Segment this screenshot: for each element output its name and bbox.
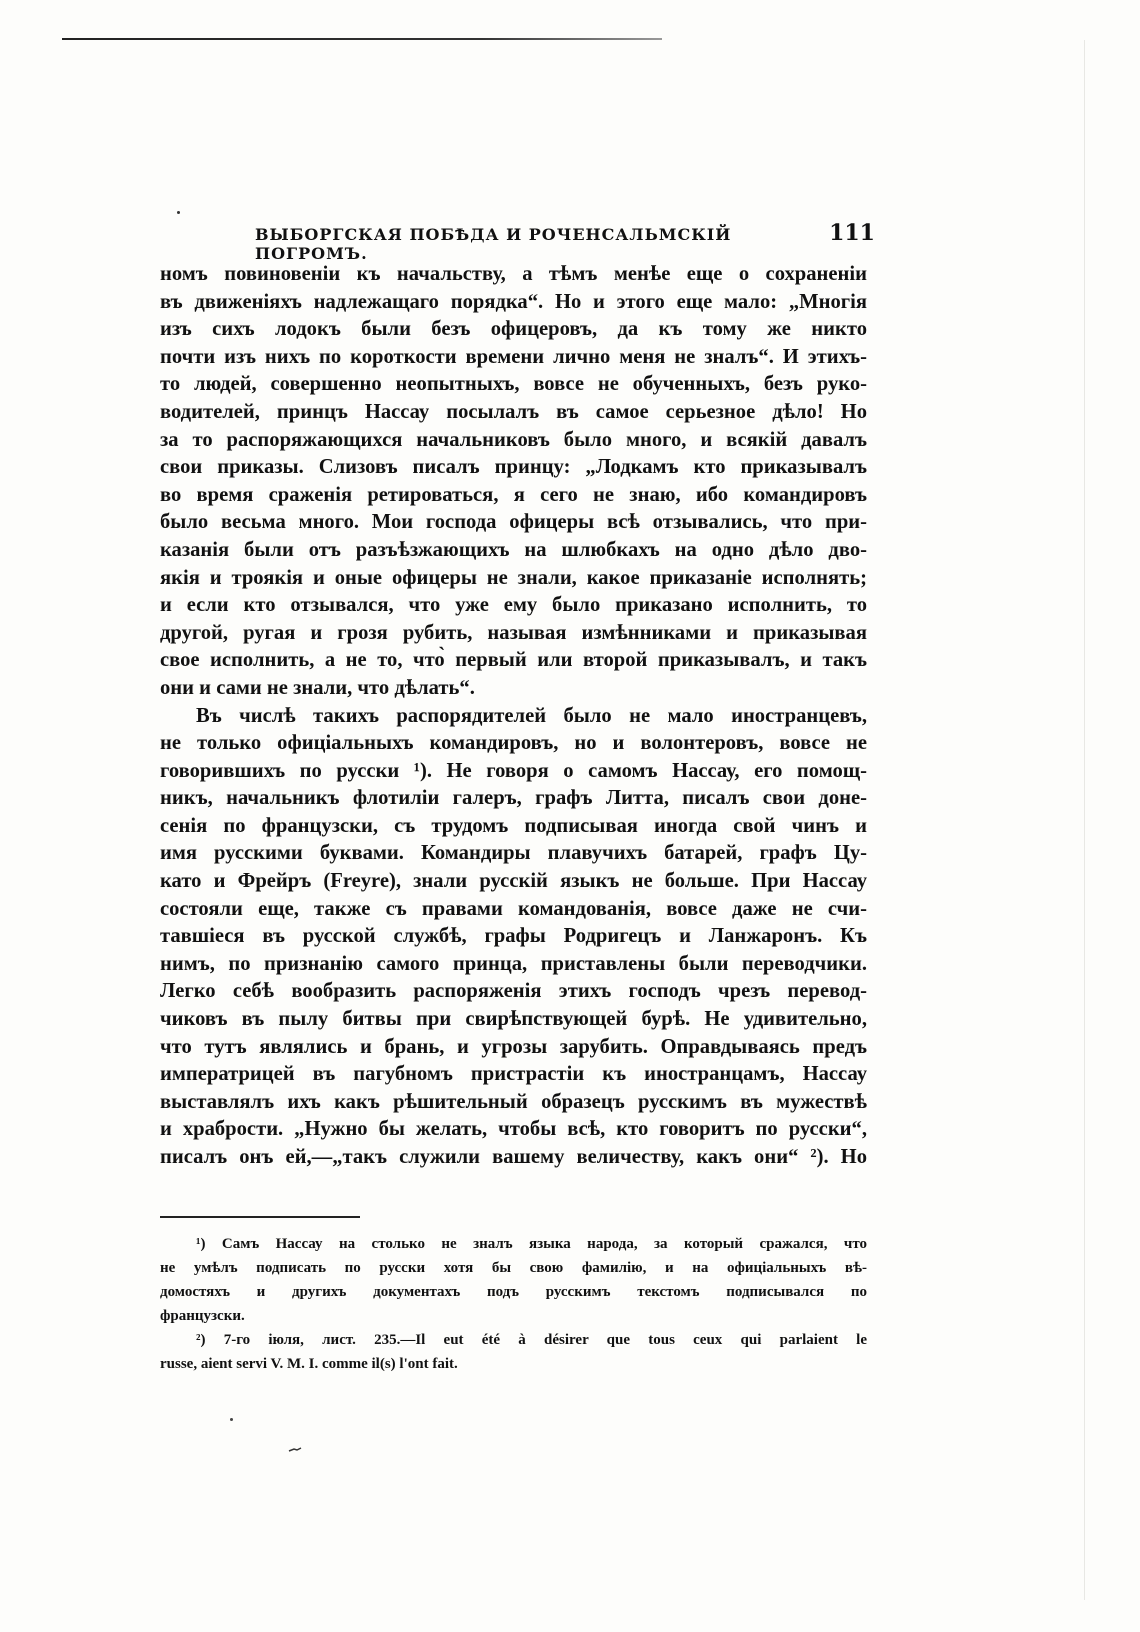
ink-smudge <box>288 1447 302 1452</box>
text-line: свои приказы. Слизовъ писалъ принцу: „Лодкамъ кто приказывалъ <box>160 456 867 479</box>
ink-speck <box>230 1418 233 1421</box>
text-line: другой, ругая и грозя рубить, называя измѣнниками и приказывая <box>160 621 867 644</box>
page-number: 111 <box>829 220 875 246</box>
text-line: императрицей въ пагубномъ пристрастiи къ иностранцамъ, Нассау <box>160 1063 867 1086</box>
text-line: и храбрости. „Нужно бы желать, чтобы всѣ, кто говоритъ по русски“, <box>160 1118 867 1141</box>
text-line: якiя и троякiя и оные офицеры не знали, какое приказанiе исполнять; <box>160 566 867 589</box>
text-line: было весьма много. Мои господа офицеры всѣ отзывались, что при- <box>160 511 867 534</box>
text-line: чиковъ въ пылу битвы при свирѣпствующей бурѣ. Не удивительно, <box>160 1008 867 1031</box>
text-line: имя русскими буквами. Командиры плавучихъ батарей, графъ Цу- <box>160 842 867 865</box>
footnote-line: ²) 7-го iюля, лист. 235.—Il eut été à désirer que tous ceux qui parlaient le <box>196 1332 867 1348</box>
text-line: состояли еще, также съ правами командованiя, вовсе даже не счи- <box>160 897 867 920</box>
page-edge <box>1084 40 1085 1600</box>
text-line: за то распоряжающихся начальниковъ было много, и всякiй давалъ <box>160 428 867 451</box>
text-line: Легко себѣ вообразить распоряженiя этихъ господъ чрезъ перевод- <box>160 980 867 1003</box>
text-line: выставлялъ ихъ какъ рѣшительный образецъ русскимъ въ мужествѣ <box>160 1090 867 1113</box>
text-line: изъ сихъ лодокъ были безъ офицеровъ, да къ тому же никто <box>160 318 867 341</box>
footnotes <box>160 1232 867 1376</box>
text-line: номъ повиновенiи къ начальству, а тѣмъ менѣе еще о сохраненiи <box>160 263 867 285</box>
footnote-line: не умѣлъ подписать по русски хотя бы свою фамилiю, и на офицiальныхъ вѣ- <box>160 1260 867 1276</box>
text-line: Въ числѣ такихъ распорядителей было не мало иностранцевъ, <box>196 704 867 727</box>
footnote-line: домостяхъ и другихъ документахъ подъ русскимъ текстомъ подписывался по <box>160 1284 867 1300</box>
running-title: ВЫБОРГСКАЯ ПОБѢДА И РОЧЕНСАЛЬМСКІЙ ПОГРОМЪ. <box>255 225 732 263</box>
text-line: казанiя были отъ разъѣзжающихъ на шлюбкахъ на одно дѣло дво- <box>160 538 867 561</box>
text-line: что тутъ являлись и брань, и угрозы зарубить. Оправдываясь предъ <box>160 1035 867 1058</box>
text-line: като и Фрейръ (Freyre), знали русскiй языкъ не больше. При Нассау <box>160 870 867 893</box>
text-line: то людей, совершенно неопытныхъ, вовсе не обученныхъ, безъ руко- <box>160 373 867 396</box>
text-line: водителей, принцъ Нассау посылалъ въ самое серьезное дѣло! Но <box>160 400 867 423</box>
text-line: въ движенiяхъ надлежащаго порядка“. Но и этого еще мало: „Многiя <box>160 290 867 313</box>
text-line: никъ, начальникъ флотилiи галеръ, графъ Литта, писалъ свои доне- <box>160 787 867 810</box>
text-line: не только офицiальныхъ командировъ, но и волонтеровъ, вовсе не <box>160 732 867 755</box>
footnote-line: russe, aient servi V. M. I. comme il(s) l'ont fait. <box>160 1356 458 1372</box>
footnote-rule <box>160 1216 360 1218</box>
text-line: сенiя по французски, съ трудомъ подписывая иногда свой чинъ и <box>160 814 867 837</box>
running-header <box>255 220 875 263</box>
text-line: тавшiеся въ русской службѣ, графы Родригецъ и Ланжаронъ. Къ <box>160 925 867 948</box>
text-line: они и сами не знали, что дѣлать“. <box>160 676 475 699</box>
text-line: почти изъ нихъ по короткости времени лично меня не зналъ“. И этихъ- <box>160 345 867 368</box>
text-line: во время сраженiя ретироваться, я сего не знаю, ибо командировъ <box>160 483 867 506</box>
text-line: говорившихъ по русски ¹). Не говоря о самомъ Нассау, его помощ- <box>160 759 867 782</box>
footnote-line: французски. <box>160 1308 245 1324</box>
footnote-line: ¹) Самъ Нассау на столько не зналъ языка народа, за который сражался, что <box>196 1236 867 1252</box>
main-text <box>160 261 867 1172</box>
ink-speck <box>177 211 180 214</box>
text-line: свое исполнить, а не то, что̀ первый или второй приказывалъ, и такъ <box>160 649 867 672</box>
top-rule <box>62 38 662 40</box>
text-line: писалъ онъ ей,—„такъ служили вашему величеству, какъ они“ ²). Но <box>160 1146 867 1168</box>
text-line: и если кто отзывался, что уже ему было приказано исполнить, то <box>160 594 867 617</box>
text-line: нимъ, по признанiю самого принца, приставлены были переводчики. <box>160 952 867 975</box>
